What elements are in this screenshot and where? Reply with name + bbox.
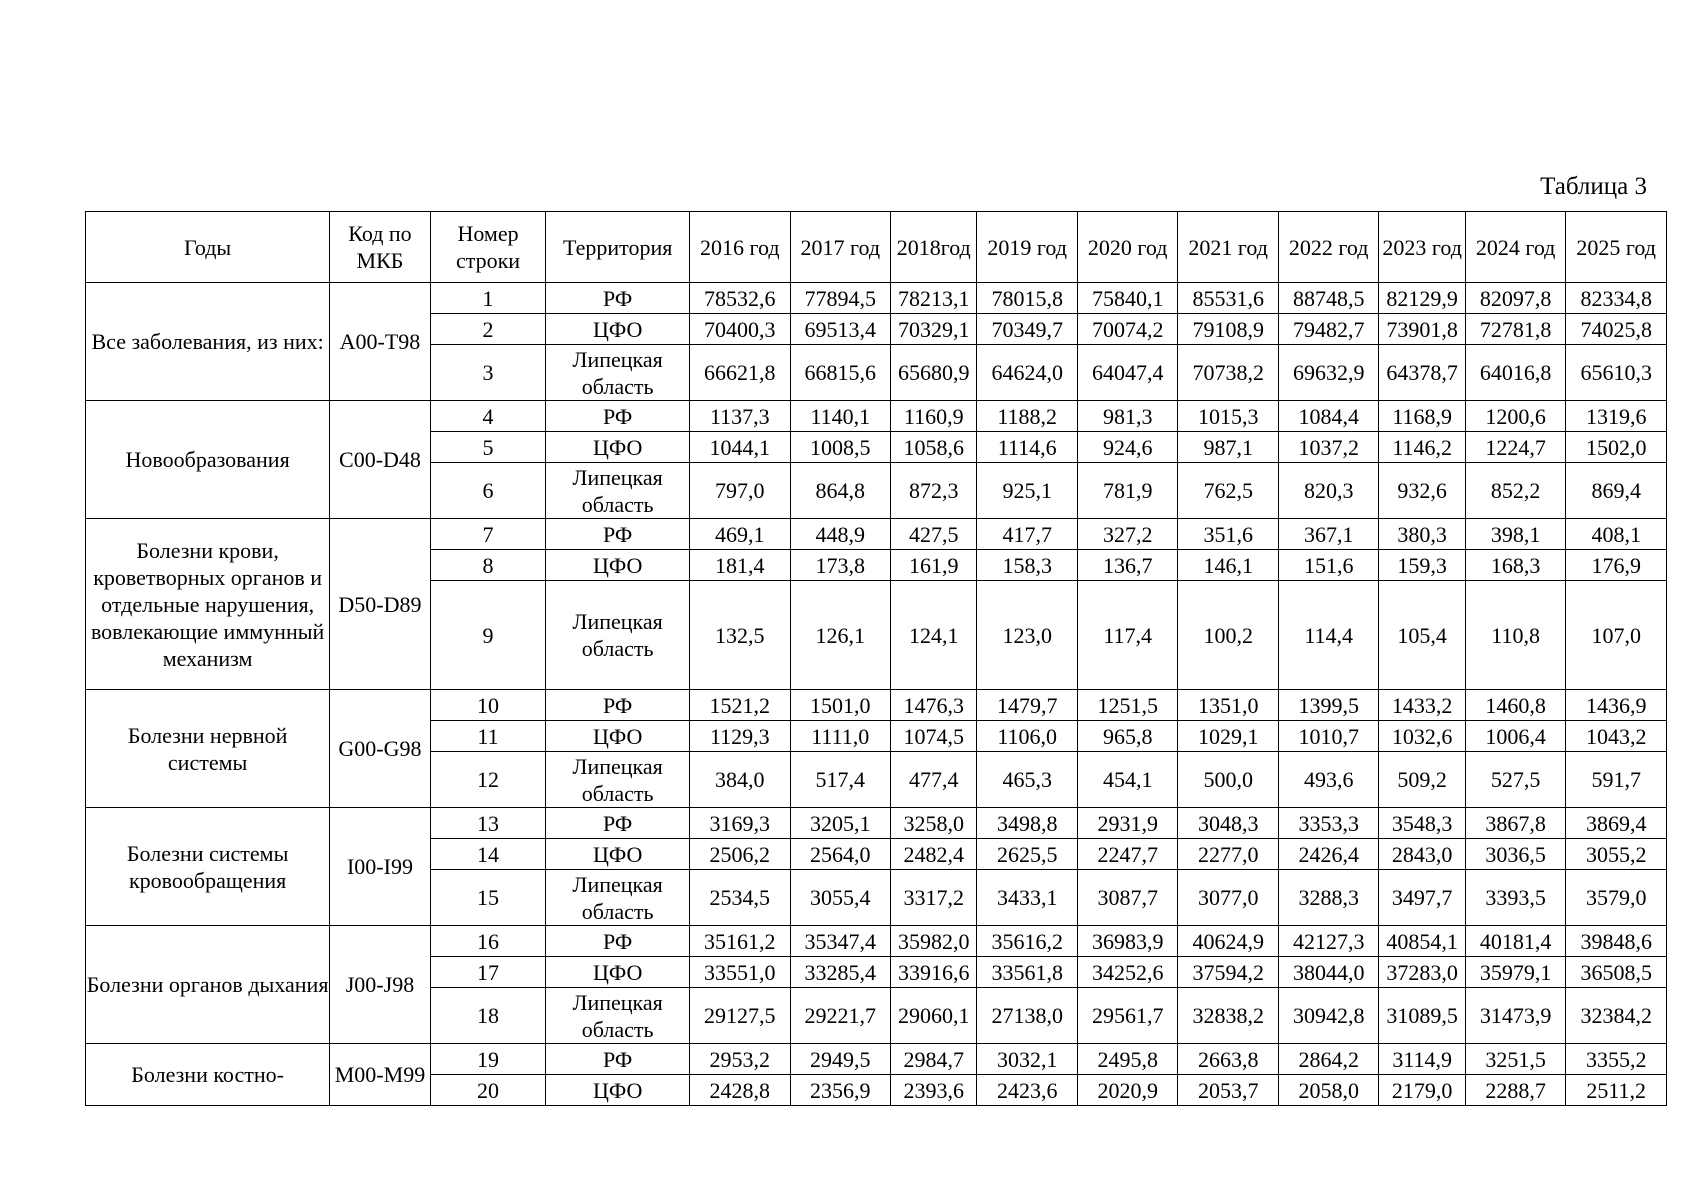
value-cell: 35616,2	[977, 926, 1078, 957]
value-cell: 33916,6	[891, 957, 977, 988]
header-year: 2025 год	[1566, 212, 1667, 283]
value-cell: 1006,4	[1465, 721, 1566, 752]
value-cell: 146,1	[1178, 550, 1279, 581]
icd-code: J00-J98	[330, 926, 431, 1044]
value-cell: 2984,7	[891, 1044, 977, 1075]
header-year: 2023 год	[1379, 212, 1465, 283]
value-cell: 107,0	[1566, 581, 1667, 690]
value-cell: 3355,2	[1566, 1044, 1667, 1075]
header-year: 2018год	[891, 212, 977, 283]
value-cell: 1188,2	[977, 401, 1078, 432]
territory: ЦФО	[546, 721, 690, 752]
value-cell: 34252,6	[1077, 957, 1178, 988]
value-cell: 114,4	[1278, 581, 1379, 690]
value-cell: 351,6	[1178, 519, 1279, 550]
row-number: 7	[430, 519, 546, 550]
value-cell: 1084,4	[1278, 401, 1379, 432]
value-cell: 64047,4	[1077, 345, 1178, 401]
header-year: 2017 год	[790, 212, 891, 283]
value-cell: 3077,0	[1178, 870, 1279, 926]
value-cell: 965,8	[1077, 721, 1178, 752]
value-cell: 33285,4	[790, 957, 891, 988]
territory: РФ	[546, 519, 690, 550]
territory: РФ	[546, 401, 690, 432]
value-cell: 1399,5	[1278, 690, 1379, 721]
value-cell: 2506,2	[690, 839, 791, 870]
value-cell: 1010,7	[1278, 721, 1379, 752]
row-number: 3	[430, 345, 546, 401]
value-cell: 35979,1	[1465, 957, 1566, 988]
value-cell: 1129,3	[690, 721, 791, 752]
value-cell: 2949,5	[790, 1044, 891, 1075]
icd-code: C00-D48	[330, 401, 431, 519]
value-cell: 3867,8	[1465, 808, 1566, 839]
row-number: 20	[430, 1075, 546, 1106]
value-cell: 31473,9	[1465, 988, 1566, 1044]
territory: Липецкая область	[546, 752, 690, 808]
value-cell: 35347,4	[790, 926, 891, 957]
icd-code: M00-M99	[330, 1044, 431, 1106]
value-cell: 176,9	[1566, 550, 1667, 581]
value-cell: 465,3	[977, 752, 1078, 808]
value-cell: 1037,2	[1278, 432, 1379, 463]
value-cell: 1502,0	[1566, 432, 1667, 463]
territory: РФ	[546, 808, 690, 839]
header-year: 2021 год	[1178, 212, 1279, 283]
value-cell: 70738,2	[1178, 345, 1279, 401]
territory: ЦФО	[546, 839, 690, 870]
value-cell: 3433,1	[977, 870, 1078, 926]
value-cell: 1436,9	[1566, 690, 1667, 721]
value-cell: 79108,9	[1178, 314, 1279, 345]
value-cell: 29060,1	[891, 988, 977, 1044]
header-year: 2019 год	[977, 212, 1078, 283]
value-cell: 69513,4	[790, 314, 891, 345]
value-cell: 1140,1	[790, 401, 891, 432]
row-number: 8	[430, 550, 546, 581]
value-cell: 1074,5	[891, 721, 977, 752]
disease-group-name: Болезни органов дыхания	[86, 926, 330, 1044]
value-cell: 123,0	[977, 581, 1078, 690]
value-cell: 500,0	[1178, 752, 1279, 808]
value-cell: 126,1	[790, 581, 891, 690]
value-cell: 1501,0	[790, 690, 891, 721]
value-cell: 3169,3	[690, 808, 791, 839]
icd-code: I00-I99	[330, 808, 431, 926]
value-cell: 105,4	[1379, 581, 1465, 690]
value-cell: 1111,0	[790, 721, 891, 752]
value-cell: 151,6	[1278, 550, 1379, 581]
value-cell: 398,1	[1465, 519, 1566, 550]
value-cell: 2247,7	[1077, 839, 1178, 870]
value-cell: 35161,2	[690, 926, 791, 957]
value-cell: 64378,7	[1379, 345, 1465, 401]
value-cell: 2495,8	[1077, 1044, 1178, 1075]
value-cell: 72781,8	[1465, 314, 1566, 345]
value-cell: 762,5	[1178, 463, 1279, 519]
value-cell: 158,3	[977, 550, 1078, 581]
value-cell: 1224,7	[1465, 432, 1566, 463]
value-cell: 173,8	[790, 550, 891, 581]
value-cell: 2020,9	[1077, 1075, 1178, 1106]
value-cell: 2625,5	[977, 839, 1078, 870]
value-cell: 1015,3	[1178, 401, 1279, 432]
header-years: Годы	[86, 212, 330, 283]
value-cell: 2426,4	[1278, 839, 1379, 870]
row-number: 17	[430, 957, 546, 988]
value-cell: 820,3	[1278, 463, 1379, 519]
value-cell: 65680,9	[891, 345, 977, 401]
disease-group-name: Новообразования	[86, 401, 330, 519]
header-row	[86, 212, 1667, 283]
value-cell: 527,5	[1465, 752, 1566, 808]
value-cell: 77894,5	[790, 283, 891, 314]
value-cell: 469,1	[690, 519, 791, 550]
value-cell: 31089,5	[1379, 988, 1465, 1044]
value-cell: 3055,2	[1566, 839, 1667, 870]
value-cell: 27138,0	[977, 988, 1078, 1044]
value-cell: 40854,1	[1379, 926, 1465, 957]
value-cell: 70074,2	[1077, 314, 1178, 345]
value-cell: 82334,8	[1566, 283, 1667, 314]
value-cell: 454,1	[1077, 752, 1178, 808]
value-cell: 384,0	[690, 752, 791, 808]
value-cell: 39848,6	[1566, 926, 1667, 957]
value-cell: 3114,9	[1379, 1044, 1465, 1075]
value-cell: 869,4	[1566, 463, 1667, 519]
value-cell: 1058,6	[891, 432, 977, 463]
value-cell: 32384,2	[1566, 988, 1667, 1044]
value-cell: 32838,2	[1178, 988, 1279, 1044]
value-cell: 69632,9	[1278, 345, 1379, 401]
disease-group-name: Болезни костно-	[86, 1044, 330, 1106]
value-cell: 36983,9	[1077, 926, 1178, 957]
value-cell: 70349,7	[977, 314, 1078, 345]
value-cell: 3548,3	[1379, 808, 1465, 839]
value-cell: 64624,0	[977, 345, 1078, 401]
value-cell: 1137,3	[690, 401, 791, 432]
row-number: 12	[430, 752, 546, 808]
value-cell: 64016,8	[1465, 345, 1566, 401]
header-territory: Территория	[546, 212, 690, 283]
value-cell: 38044,0	[1278, 957, 1379, 988]
value-cell: 1146,2	[1379, 432, 1465, 463]
value-cell: 40181,4	[1465, 926, 1566, 957]
value-cell: 117,4	[1077, 581, 1178, 690]
table-row	[86, 519, 1667, 550]
value-cell: 3869,4	[1566, 808, 1667, 839]
header-year: 2024 год	[1465, 212, 1566, 283]
territory: РФ	[546, 690, 690, 721]
value-cell: 2511,2	[1566, 1075, 1667, 1106]
value-cell: 2423,6	[977, 1075, 1078, 1106]
value-cell: 78213,1	[891, 283, 977, 314]
territory: ЦФО	[546, 1075, 690, 1106]
value-cell: 493,6	[1278, 752, 1379, 808]
value-cell: 70329,1	[891, 314, 977, 345]
row-number: 14	[430, 839, 546, 870]
value-cell: 781,9	[1077, 463, 1178, 519]
value-cell: 1319,6	[1566, 401, 1667, 432]
value-cell: 40624,9	[1178, 926, 1279, 957]
territory: ЦФО	[546, 432, 690, 463]
header-code: Код по МКБ	[330, 212, 431, 283]
value-cell: 136,7	[1077, 550, 1178, 581]
value-cell: 2534,5	[690, 870, 791, 926]
value-cell: 367,1	[1278, 519, 1379, 550]
value-cell: 42127,3	[1278, 926, 1379, 957]
territory: РФ	[546, 283, 690, 314]
territory: РФ	[546, 1044, 690, 1075]
value-cell: 864,8	[790, 463, 891, 519]
row-number: 6	[430, 463, 546, 519]
value-cell: 2931,9	[1077, 808, 1178, 839]
value-cell: 2864,2	[1278, 1044, 1379, 1075]
territory: Липецкая область	[546, 870, 690, 926]
value-cell: 2058,0	[1278, 1075, 1379, 1106]
value-cell: 3048,3	[1178, 808, 1279, 839]
value-cell: 1433,2	[1379, 690, 1465, 721]
table-row	[86, 690, 1667, 721]
value-cell: 797,0	[690, 463, 791, 519]
value-cell: 2053,7	[1178, 1075, 1279, 1106]
value-cell: 33561,8	[977, 957, 1078, 988]
value-cell: 85531,6	[1178, 283, 1279, 314]
value-cell: 3498,8	[977, 808, 1078, 839]
table-row	[86, 401, 1667, 432]
value-cell: 1043,2	[1566, 721, 1667, 752]
icd-code: G00-G98	[330, 690, 431, 808]
value-cell: 2277,0	[1178, 839, 1279, 870]
value-cell: 509,2	[1379, 752, 1465, 808]
value-cell: 517,4	[790, 752, 891, 808]
value-cell: 417,7	[977, 519, 1078, 550]
value-cell: 35982,0	[891, 926, 977, 957]
value-cell: 70400,3	[690, 314, 791, 345]
value-cell: 82097,8	[1465, 283, 1566, 314]
value-cell: 1168,9	[1379, 401, 1465, 432]
territory: РФ	[546, 926, 690, 957]
value-cell: 65610,3	[1566, 345, 1667, 401]
value-cell: 932,6	[1379, 463, 1465, 519]
morbidity-table	[85, 211, 1667, 1106]
value-cell: 380,3	[1379, 519, 1465, 550]
value-cell: 981,3	[1077, 401, 1178, 432]
disease-group-name: Болезни системы кровообращения	[86, 808, 330, 926]
value-cell: 477,4	[891, 752, 977, 808]
territory: Липецкая область	[546, 988, 690, 1044]
value-cell: 168,3	[1465, 550, 1566, 581]
value-cell: 33551,0	[690, 957, 791, 988]
disease-group-name: Болезни нервной системы	[86, 690, 330, 808]
value-cell: 2663,8	[1178, 1044, 1279, 1075]
value-cell: 36508,5	[1566, 957, 1667, 988]
value-cell: 3497,7	[1379, 870, 1465, 926]
value-cell: 29127,5	[690, 988, 791, 1044]
value-cell: 2356,9	[790, 1075, 891, 1106]
value-cell: 3317,2	[891, 870, 977, 926]
value-cell: 1200,6	[1465, 401, 1566, 432]
row-number: 5	[430, 432, 546, 463]
table-row	[86, 808, 1667, 839]
value-cell: 3258,0	[891, 808, 977, 839]
territory: Липецкая область	[546, 463, 690, 519]
value-cell: 88748,5	[1278, 283, 1379, 314]
value-cell: 161,9	[891, 550, 977, 581]
value-cell: 37283,0	[1379, 957, 1465, 988]
value-cell: 1479,7	[977, 690, 1078, 721]
value-cell: 3393,5	[1465, 870, 1566, 926]
value-cell: 78015,8	[977, 283, 1078, 314]
row-number: 16	[430, 926, 546, 957]
table-body	[86, 283, 1667, 1106]
value-cell: 1460,8	[1465, 690, 1566, 721]
value-cell: 327,2	[1077, 519, 1178, 550]
value-cell: 1008,5	[790, 432, 891, 463]
row-number: 13	[430, 808, 546, 839]
table-caption: Таблица 3	[1540, 173, 1647, 200]
row-number: 19	[430, 1044, 546, 1075]
header-year: 2022 год	[1278, 212, 1379, 283]
territory: Липецкая область	[546, 581, 690, 690]
value-cell: 1351,0	[1178, 690, 1279, 721]
table-row	[86, 283, 1667, 314]
value-cell: 29561,7	[1077, 988, 1178, 1044]
value-cell: 3205,1	[790, 808, 891, 839]
value-cell: 872,3	[891, 463, 977, 519]
value-cell: 408,1	[1566, 519, 1667, 550]
value-cell: 2179,0	[1379, 1075, 1465, 1106]
row-number: 4	[430, 401, 546, 432]
value-cell: 159,3	[1379, 550, 1465, 581]
value-cell: 2482,4	[891, 839, 977, 870]
value-cell: 74025,8	[1566, 314, 1667, 345]
territory: ЦФО	[546, 314, 690, 345]
value-cell: 124,1	[891, 581, 977, 690]
value-cell: 79482,7	[1278, 314, 1379, 345]
value-cell: 73901,8	[1379, 314, 1465, 345]
value-cell: 1476,3	[891, 690, 977, 721]
value-cell: 1521,2	[690, 690, 791, 721]
value-cell: 3353,3	[1278, 808, 1379, 839]
disease-group-name: Болезни крови, кроветворных органов и отдельные нарушения, вовлекающие иммунный механизм	[86, 519, 330, 690]
row-number: 18	[430, 988, 546, 1044]
value-cell: 66621,8	[690, 345, 791, 401]
value-cell: 1160,9	[891, 401, 977, 432]
value-cell: 924,6	[1077, 432, 1178, 463]
territory: ЦФО	[546, 550, 690, 581]
value-cell: 2288,7	[1465, 1075, 1566, 1106]
territory: ЦФО	[546, 957, 690, 988]
value-cell: 37594,2	[1178, 957, 1279, 988]
value-cell: 100,2	[1178, 581, 1279, 690]
disease-group-name: Все заболевания, из них:	[86, 283, 330, 401]
value-cell: 3032,1	[977, 1044, 1078, 1075]
row-number: 9	[430, 581, 546, 690]
value-cell: 925,1	[977, 463, 1078, 519]
value-cell: 75840,1	[1077, 283, 1178, 314]
territory: Липецкая область	[546, 345, 690, 401]
icd-code: D50-D89	[330, 519, 431, 690]
value-cell: 3579,0	[1566, 870, 1667, 926]
icd-code: A00-T98	[330, 283, 431, 401]
value-cell: 181,4	[690, 550, 791, 581]
value-cell: 1032,6	[1379, 721, 1465, 752]
value-cell: 3087,7	[1077, 870, 1178, 926]
value-cell: 1029,1	[1178, 721, 1279, 752]
value-cell: 82129,9	[1379, 283, 1465, 314]
header-year: 2020 год	[1077, 212, 1178, 283]
value-cell: 2393,6	[891, 1075, 977, 1106]
value-cell: 2843,0	[1379, 839, 1465, 870]
value-cell: 2953,2	[690, 1044, 791, 1075]
value-cell: 110,8	[1465, 581, 1566, 690]
row-number: 1	[430, 283, 546, 314]
value-cell: 591,7	[1566, 752, 1667, 808]
table-row	[86, 1044, 1667, 1075]
value-cell: 78532,6	[690, 283, 791, 314]
value-cell: 30942,8	[1278, 988, 1379, 1044]
value-cell: 1251,5	[1077, 690, 1178, 721]
row-number: 11	[430, 721, 546, 752]
value-cell: 132,5	[690, 581, 791, 690]
header-row-num: Номер строки	[430, 212, 546, 283]
value-cell: 66815,6	[790, 345, 891, 401]
value-cell: 2564,0	[790, 839, 891, 870]
value-cell: 1114,6	[977, 432, 1078, 463]
header-year: 2016 год	[690, 212, 791, 283]
value-cell: 3055,4	[790, 870, 891, 926]
row-number: 15	[430, 870, 546, 926]
value-cell: 427,5	[891, 519, 977, 550]
value-cell: 448,9	[790, 519, 891, 550]
table-row	[86, 926, 1667, 957]
value-cell: 987,1	[1178, 432, 1279, 463]
value-cell: 3288,3	[1278, 870, 1379, 926]
value-cell: 2428,8	[690, 1075, 791, 1106]
value-cell: 852,2	[1465, 463, 1566, 519]
row-number: 10	[430, 690, 546, 721]
row-number: 2	[430, 314, 546, 345]
value-cell: 29221,7	[790, 988, 891, 1044]
value-cell: 1044,1	[690, 432, 791, 463]
value-cell: 3036,5	[1465, 839, 1566, 870]
value-cell: 1106,0	[977, 721, 1078, 752]
value-cell: 3251,5	[1465, 1044, 1566, 1075]
